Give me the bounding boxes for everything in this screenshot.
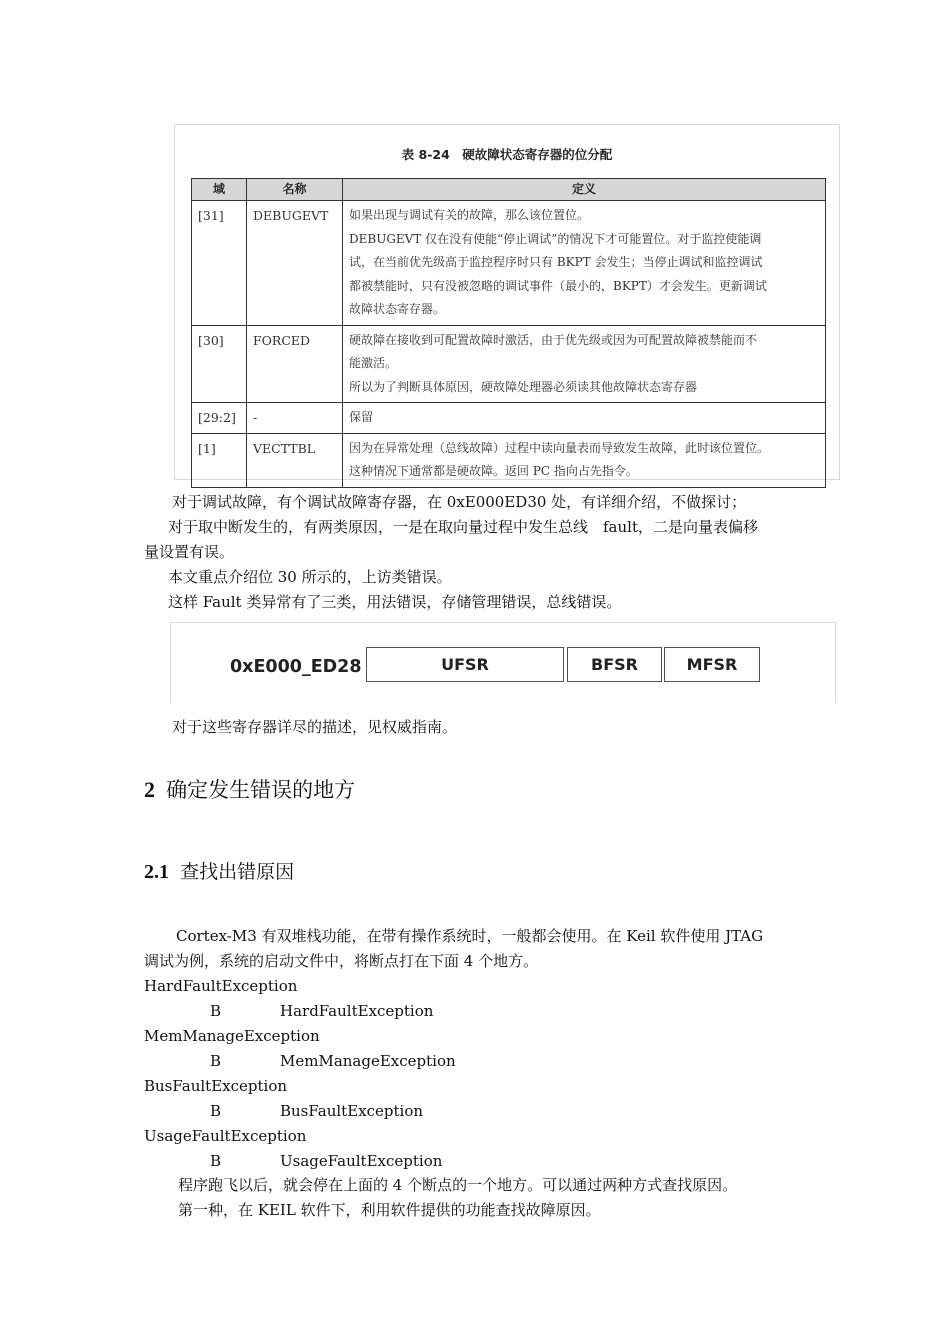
code-target: BusFaultException <box>280 1102 424 1120</box>
definition-line: 所以为了判断具体原因，硬故障处理器必须读其他故障状态寄存器 <box>349 379 698 394</box>
heading-section-2 <box>144 774 355 804</box>
table-row <box>192 201 826 326</box>
code-op: B <box>210 1152 222 1170</box>
table-caption: 表 8-24 硬故障状态寄存器的位分配 <box>401 147 613 162</box>
table-figure <box>174 124 840 480</box>
cell-definition <box>343 403 826 434</box>
table-header-row <box>192 179 826 201</box>
heading-text: 确定发生错误的地方 <box>166 778 356 802</box>
definition-line: DEBUGEVT 仅在没有使能“停止调试”的情况下才可能置位。对于监控使能调 <box>349 231 762 246</box>
definition-line: 都被禁能时，只有没被忽略的调试事件（最小的，BKPT）才会发生。更新调试 <box>349 278 767 293</box>
definition-line: 这种情况下通常都是硬故障。返回 PC 指向占先指令。 <box>349 464 638 478</box>
code-target: MemManageException <box>280 1052 456 1070</box>
definition-line: 硬故障在接收到可配置故障时激活，由于优先级或因为可配置故障被禁能而不 <box>349 332 758 347</box>
paragraph-vector-fetch-cont: 量设置有误。 <box>144 543 235 561</box>
heading-number: 2 <box>144 777 155 802</box>
cell-field: [30] <box>192 325 247 403</box>
paragraph-vector-fetch: 对于取中断发生的，有两类原因，一是在取向量过程中发生总线 fault，二是向量表偏移 <box>168 518 758 536</box>
definition-line: 因为在异常处理（总线故障）过程中读向量表而导致发生故障，此时该位置位。 <box>349 440 770 455</box>
register-field-ufsr: UFSR <box>366 647 564 682</box>
header-definition: 定义 <box>343 179 826 201</box>
heading-section-2-1 <box>144 857 294 884</box>
paragraph-fault-classes: 这样 Fault 类异常有了三类，用法错误，存储管理错误，总线错误。 <box>168 593 622 611</box>
code-op: B <box>210 1002 222 1020</box>
code-target: HardFaultException <box>280 1002 434 1020</box>
register-address: 0xE000_ED28 <box>230 657 362 677</box>
header-field: 域 <box>192 179 247 201</box>
code-target: UsageFaultException <box>280 1152 443 1170</box>
cell-field: [29:2] <box>192 403 247 434</box>
cell-definition <box>343 201 826 326</box>
cell-definition <box>343 325 826 403</box>
cell-name: FORCED <box>247 325 343 403</box>
paragraph-dual-stack: Cortex-M3 有双堆栈功能，在带有操作系统时，一般都会使用。在 Keil 软件使用 JTAG <box>176 927 764 945</box>
register-figure <box>170 622 836 703</box>
paragraph-method-one: 第一种，在 KEIL 软件下，利用软件提供的功能查找故障原因。 <box>178 1201 601 1219</box>
code-label: HardFaultException <box>144 977 298 995</box>
table-row <box>192 403 826 434</box>
code-op: B <box>210 1052 222 1070</box>
register-field-bfsr: BFSR <box>567 647 662 682</box>
table-row <box>192 433 826 487</box>
definition-line: 如果出现与调试有关的故障，那么该位置位。 <box>349 208 590 222</box>
paragraph-dual-stack-cont: 调试为例，系统的启动文件中，将断点打在下面 4 个地方。 <box>144 952 539 970</box>
paragraph-focus: 本文重点介绍位 30 所示的，上访类错误。 <box>168 568 452 586</box>
cell-field: [1] <box>192 433 247 487</box>
paragraph-debug-fault: 对于调试故障，有个调试故障寄存器，在 0xE000ED30 处，有详细介绍，不做探讨； <box>172 493 747 511</box>
cell-name: DEBUGEVT <box>247 201 343 326</box>
code-label: UsageFaultException <box>144 1127 307 1145</box>
cell-definition <box>343 433 826 487</box>
code-label: MemManageException <box>144 1027 320 1045</box>
bit-assignment-table <box>191 178 826 488</box>
cell-name: - <box>247 403 343 434</box>
paragraph-reference: 对于这些寄存器详尽的描述，见权威指南。 <box>172 718 458 736</box>
table-row <box>192 325 826 403</box>
heading-number: 2.1 <box>144 861 169 883</box>
header-name: 名称 <box>247 179 343 201</box>
heading-text: 查找出错原因 <box>180 861 295 883</box>
code-label: BusFaultException <box>144 1077 288 1095</box>
definition-line: 保留 <box>349 410 374 424</box>
paragraph-breakpoint-stop: 程序跑飞以后，就会停在上面的 4 个断点的一个地方。可以通过两种方式查找原因。 <box>178 1176 738 1194</box>
cell-name: VECTTBL <box>247 433 343 487</box>
definition-line: 故障状态寄存器。 <box>349 302 446 316</box>
definition-line: 试，在当前优先级高于监控程序时只有 BKPT 会发生；当停止调试和监控调试 <box>349 255 763 269</box>
code-op: B <box>210 1102 222 1120</box>
definition-line: 能激活。 <box>349 356 398 370</box>
register-field-mfsr: MFSR <box>664 647 760 682</box>
cell-field: [31] <box>192 201 247 326</box>
